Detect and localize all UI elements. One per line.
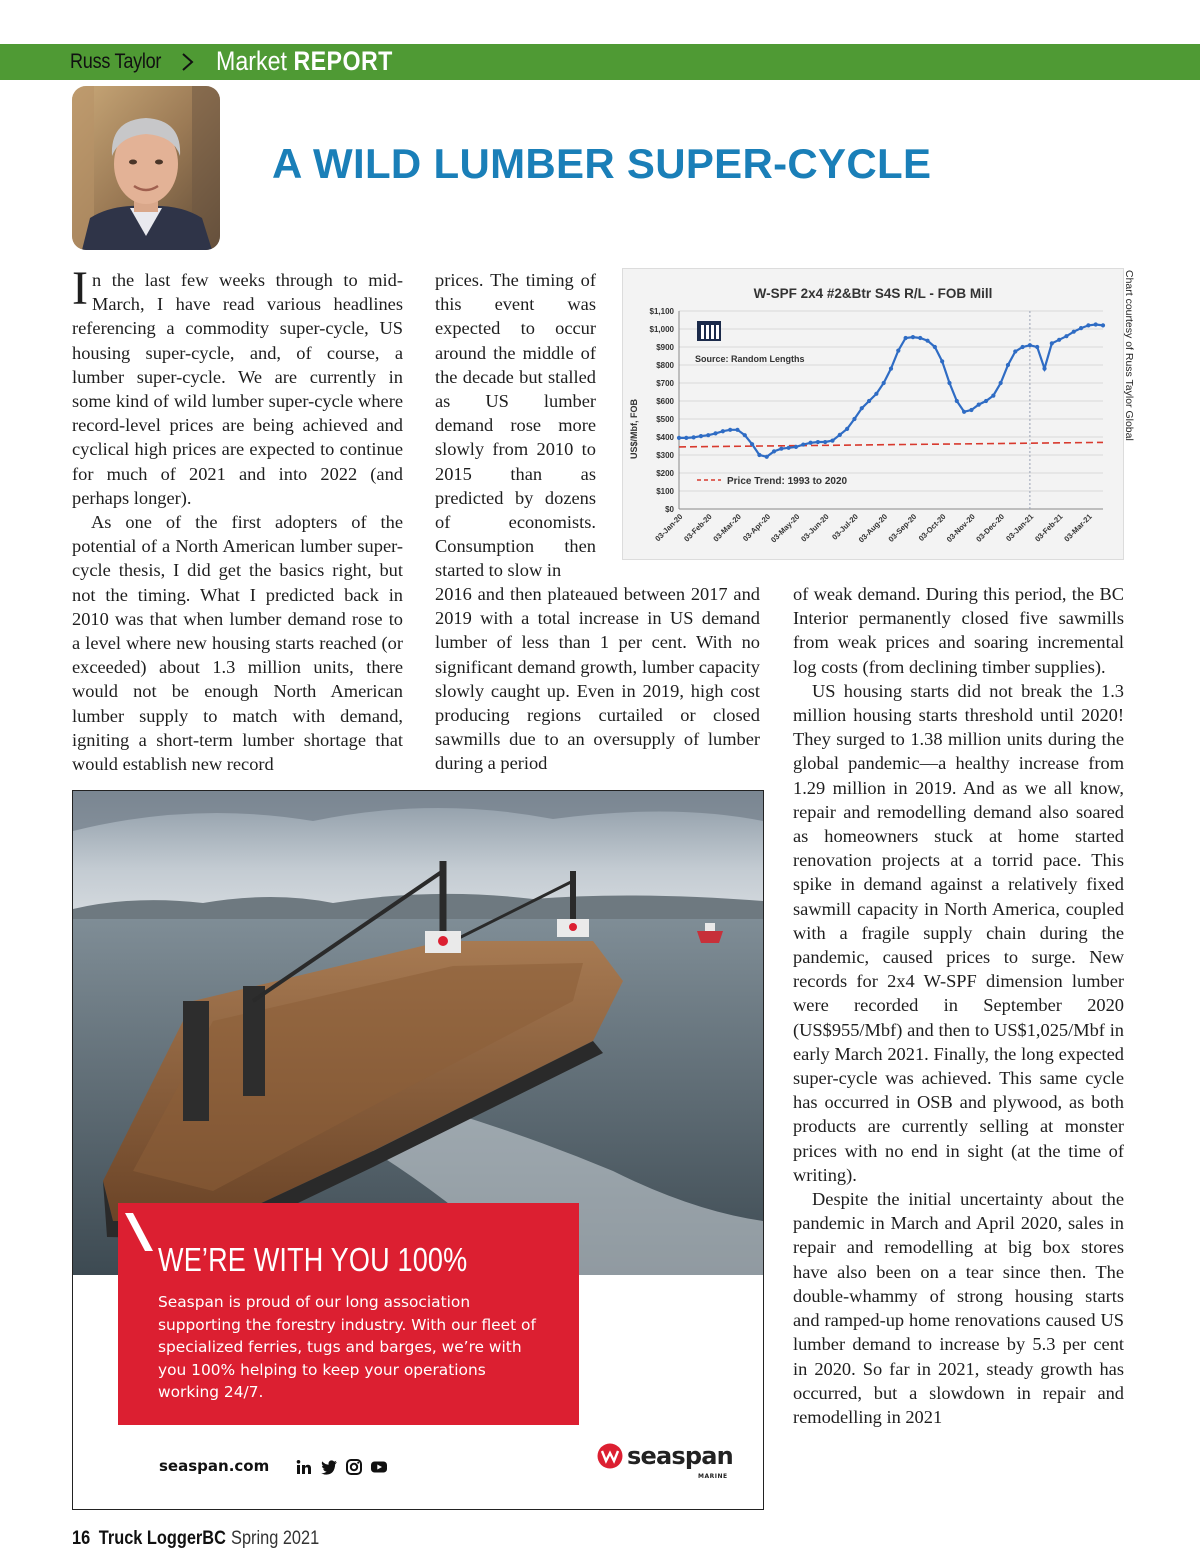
chart-data-point xyxy=(925,339,929,343)
chart-data-point xyxy=(867,399,871,403)
twitter-icon[interactable] xyxy=(320,1458,338,1476)
chart-title: W-SPF 2x4 #2&Btr S4S R/L - FOB Mill xyxy=(753,286,993,301)
seaspan-advertisement[interactable] xyxy=(72,790,764,1510)
seaspan-emblem-icon xyxy=(597,1443,623,1469)
chart-data-point xyxy=(1079,326,1083,330)
paragraph-1 xyxy=(72,262,403,510)
chart-data-point xyxy=(1057,338,1061,342)
chart-y-tick-label: $100 xyxy=(656,487,674,496)
chart-data-point xyxy=(947,381,951,385)
paragraph-5: Despite the initial uncertainty about the pandemic in March and April 2020, sales in repair and remodelling at big box stores have also been on a tear since then. The double-whammy of strong housing starts and ramped-up home renovations caused US lumber demand to increase by 5.3 per cent in 2020. So far in 2021, steady growth has occurred, but a slowdown in repair and remodelling in 2021 xyxy=(793,1189,1124,1427)
chart-x-tick-label: 03-Feb-21 xyxy=(1033,512,1065,544)
chart-credit xyxy=(1121,270,1137,441)
paragraph-1-text: n the last few weeks through to mid-March, I have read various headlines referencing a commodity super-cycle, US housing super-cycle, and, of course, a lumber super-cycle. We are currently in some kind of wild lumber super-cycle where record-level prices are being achieved and cyclical high prices are expected to continue for much of 2021 and into 2022 (and perhaps longer). xyxy=(72,270,403,508)
chart-data-point xyxy=(743,433,747,437)
chart-data-point xyxy=(816,440,820,444)
chart-data-point xyxy=(765,455,769,459)
chart-y-tick-label: $1,100 xyxy=(649,307,674,316)
chart-x-tick-label: 03-Jun-20 xyxy=(799,512,831,544)
chart-data-point xyxy=(904,336,908,340)
paragraph-2-continued-2: 2016 and then plateaued between 2017 and 2019 with a total increase in US demand lumber of less than 1 per cent. With no significant demand growth, lumber capacity slowly caught up. Even in 2019, high cost producing regions curtailed or closed sawmills due to an oversupply of lumber during a period xyxy=(435,584,760,774)
seaspan-logo[interactable] xyxy=(597,1443,733,1479)
chart-data-point xyxy=(1006,363,1010,367)
chart-data-point xyxy=(1094,322,1098,326)
chart-data-point xyxy=(1028,343,1032,347)
author-portrait-image xyxy=(72,86,220,250)
chart-x-tick-label: 03-Apr-20 xyxy=(741,512,773,544)
chart-data-point xyxy=(955,399,959,403)
chart-x-ticks xyxy=(653,512,1094,545)
chart-data-point xyxy=(962,410,966,414)
chart-y-tick-label: $800 xyxy=(656,361,674,370)
chart-x-tick-label: 03-May-20 xyxy=(769,512,802,545)
chart-data-point xyxy=(699,434,703,438)
chart-credit-text: Chart courtesy of Russ Taylor Global xyxy=(1123,270,1135,441)
chevron-right-icon xyxy=(178,52,198,72)
chart-data-point xyxy=(779,447,783,451)
chart-data-point xyxy=(940,359,944,363)
chart-source: Source: Random Lengths xyxy=(695,354,805,364)
chart-y-tick-label: $500 xyxy=(656,415,674,424)
chart-data-point xyxy=(830,439,834,443)
ad-website-link[interactable]: seaspan.com xyxy=(159,1457,270,1475)
chart-data-point xyxy=(889,367,893,371)
chart-data-point xyxy=(1101,323,1105,327)
chart-data-point xyxy=(991,394,995,398)
article-headline: A WILD LUMBER SUPER-CYCLE xyxy=(272,140,932,187)
chart-data-point xyxy=(684,436,688,440)
chart-y-tick-label: $300 xyxy=(656,451,674,460)
chart-data-point xyxy=(969,408,973,412)
chart-data-point xyxy=(721,429,725,433)
chart-y-axis-label: US$/Mbf, FOB xyxy=(629,399,639,459)
article-column-2-top xyxy=(435,268,596,583)
section-header-bar xyxy=(0,44,1200,80)
youtube-icon[interactable] xyxy=(370,1458,388,1476)
chart-x-tick-label: 03-Mar-20 xyxy=(711,512,743,544)
chart-data-point xyxy=(977,403,981,407)
chart-data-point xyxy=(772,449,776,453)
paragraph-2: As one of the first adopters of the potential of a North American lumber super-cycle thesis, I did get the basics right, but not the timing. What I predicted back in 2010 was that when lumber demand rose to a level where new housing starts reached (or exceeded) about 1.3 million units, there would not be enough North American lumber supply to match with demand, igniting a short-term lumber shortage that would establish new record xyxy=(72,512,403,775)
paragraph-2-continued: prices. The timing of this event was expected to occur around the middle of the decade but stalled as US lumber demand rose more slowly from 2010 to 2015 than as predicted by dozens of economists. Consumption then started to slow in xyxy=(435,270,596,581)
chart-data-point xyxy=(874,392,878,396)
paragraph-4: US housing starts did not break the 1.3 million housing starts threshold until 2020! They surged to 1.38 million units during the global pandemic—a healthy increase from 1.29 million in 2019. And as we all know, repair and remodelling demand also soared as homeowners stuck at home started renovation projects at a torrid pace. This spike in demand against a relatively fixed sawmill capacity in North America, coupled with a fragile supply chain during the pandemic, caused prices to surge. New records for 2x4 W-SPF dimension lumber were recorded in September 2020 (US$955/Mbf) and then to US$1,025/Mbf in early March 2021. Finally, the long expected super-cycle was achieved. This same cycle has occurred in OSB and plywood, as both products are currently selling at monster prices with no end in sight (at the time of writing). xyxy=(793,680,1124,1185)
drop-cap: I xyxy=(72,262,88,315)
lumber-price-chart xyxy=(622,268,1124,560)
chart-data-point xyxy=(1013,349,1017,353)
chart-data-point xyxy=(787,446,791,450)
chart-data-point xyxy=(808,441,812,445)
chart-x-tick-label: 03-Aug-20 xyxy=(856,512,890,545)
chart-x-tick-label: 03-Jan-21 xyxy=(1004,512,1036,544)
chart-x-tick-label: 03-Nov-20 xyxy=(944,512,977,545)
chart-data-point xyxy=(852,417,856,421)
chart-data-point xyxy=(728,428,732,432)
article-column-2-bottom xyxy=(435,582,760,776)
chart-data-point xyxy=(1035,345,1039,349)
chart-x-tick-label: 03-Sep-20 xyxy=(886,512,919,544)
chart-y-tick-label: $400 xyxy=(656,433,674,442)
seaspan-slash-mark xyxy=(123,1211,153,1255)
chart-data-point xyxy=(933,345,937,349)
chart-y-tick-label: $900 xyxy=(656,343,674,352)
chart-y-tick-label: $700 xyxy=(656,379,674,388)
chart-y-tick-label: $200 xyxy=(656,469,674,478)
page-footer xyxy=(72,1528,319,1550)
chart-source-logo xyxy=(697,321,721,341)
chart-data-point xyxy=(1064,334,1068,338)
chart-y-tick-label: $0 xyxy=(665,505,674,514)
author-portrait xyxy=(72,86,220,250)
section-word: Market xyxy=(216,46,287,76)
chart-data-point xyxy=(1086,323,1090,327)
seaspan-marine-label: MARINE xyxy=(698,1473,728,1480)
article-column-3 xyxy=(793,582,1124,1429)
ad-message-box xyxy=(118,1203,579,1425)
magazine-name: Truck LoggerBC xyxy=(98,1528,226,1549)
chart-data-point xyxy=(838,433,842,437)
chart-data-point xyxy=(882,381,886,385)
chart-x-tick-label: 03-Jan-20 xyxy=(653,512,685,544)
paragraph-3: of weak demand. During this period, the BC Interior permanently closed five sawmills from weak prices and soaring incremental log costs (from declining timber supplies). xyxy=(793,584,1124,677)
chart-trend-line xyxy=(679,442,1103,447)
chart-data-point xyxy=(706,433,710,437)
social-icons xyxy=(295,1457,388,1477)
chart-data-point xyxy=(677,436,681,440)
chart-data-point xyxy=(845,427,849,431)
chart-data-point xyxy=(1050,341,1054,345)
article-column-1 xyxy=(72,262,403,776)
chart-data-point xyxy=(735,428,739,432)
chart-data-point xyxy=(1042,367,1046,371)
chart-data-point xyxy=(750,442,754,446)
chart-data-point xyxy=(823,440,827,444)
chart-x-tick-label: 03-Feb-20 xyxy=(682,512,714,544)
chart-data-point xyxy=(801,442,805,446)
chart-y-tick-label: $600 xyxy=(656,397,674,406)
chart-data-point xyxy=(692,435,696,439)
chart-x-tick-label: 03-Jul-20 xyxy=(830,512,860,542)
chart-data-point xyxy=(911,335,915,339)
chart-x-tick-label: 03-Oct-20 xyxy=(916,512,948,543)
linkedin-icon[interactable] xyxy=(295,1458,313,1476)
chart-data-point xyxy=(999,381,1003,385)
chart-data-point xyxy=(896,349,900,353)
ad-tagline: WE’RE WITH YOU 100% xyxy=(158,1241,468,1278)
chart-data-point xyxy=(984,399,988,403)
chart-data-point xyxy=(918,336,922,340)
chart-data-point xyxy=(1020,345,1024,349)
instagram-icon[interactable] xyxy=(345,1458,363,1476)
author-name: Russ Taylor xyxy=(70,50,162,73)
chart-price-points xyxy=(677,322,1105,459)
chart-canvas xyxy=(623,269,1123,559)
chart-y-ticks xyxy=(650,307,675,514)
chart-data-point xyxy=(794,445,798,449)
chart-data-point xyxy=(860,406,864,410)
chart-data-point xyxy=(757,453,761,457)
chart-data-point xyxy=(713,431,717,435)
ad-body-copy: Seaspan is proud of our long association supporting the forestry industry. With our fleet of specialized ferries, tugs and barges, we’re with you 100% helping to keep your operations working 24/7. xyxy=(158,1293,536,1402)
issue-date: Spring 2021 xyxy=(231,1528,320,1549)
chart-legend-trend: Price Trend: 1993 to 2020 xyxy=(727,476,848,487)
section-bold-word: REPORT xyxy=(293,46,393,76)
chart-x-tick-label: 03-Mar-21 xyxy=(1062,512,1094,544)
seaspan-wordmark: seaspan xyxy=(627,1442,733,1470)
chart-data-point xyxy=(1072,330,1076,334)
page-number: 16 xyxy=(72,1528,91,1549)
section-title xyxy=(216,46,393,77)
chart-y-tick-label: $1,000 xyxy=(649,325,674,334)
chart-x-tick-label: 03-Dec-20 xyxy=(974,512,1007,544)
